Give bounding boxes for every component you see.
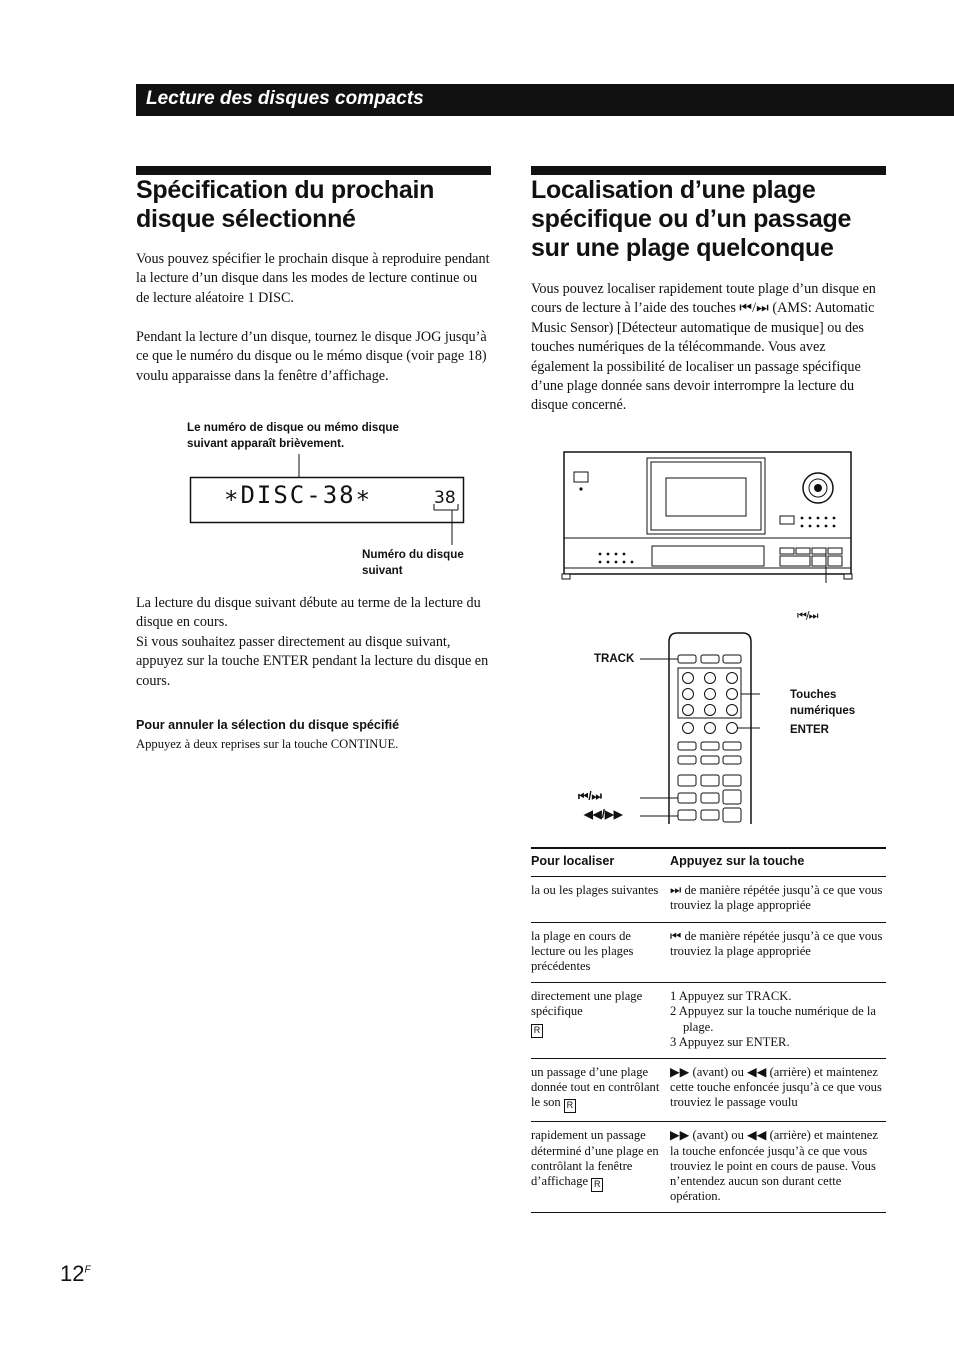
table-row — [531, 1122, 886, 1213]
table-row — [531, 983, 886, 1059]
page-number-value: 12 — [60, 1261, 85, 1286]
left-section-title: Spécification du prochain disque sélectionné — [136, 176, 435, 233]
ams-button-label: ⏮/⏭ — [797, 609, 818, 622]
step-2: 2 Appuyez sur la touche numérique de la plage. — [669, 1004, 876, 1034]
remote-icon: R — [591, 1178, 603, 1192]
skip-buttons-label: ⏮/⏭ — [578, 791, 602, 803]
table-cell-steps — [670, 983, 886, 1059]
table-cell-target — [531, 1122, 670, 1213]
table-cell-target-text: rapidement un passage déterminé d’une plage en contrôlant la fenêtre d’affichage — [531, 1128, 659, 1189]
page-number — [60, 1261, 91, 1287]
locate-table — [531, 847, 886, 1213]
table-cell-target — [531, 1059, 670, 1122]
table-header-target: Pour localiser — [531, 848, 670, 877]
table-cell-target-text: un passage d’une plage donnée tout en contrôlant le son — [531, 1065, 660, 1110]
section-header-bar — [136, 84, 954, 116]
display-text: ∗DISC-38∗ — [224, 481, 373, 509]
table-row — [531, 877, 886, 922]
table-cell-target: la ou les plages suivantes — [531, 877, 670, 922]
left-paragraph-3: La lecture du disque suivant débute au terme de la lecture du disque en cours. — [136, 595, 481, 631]
table-cell-action: ▶▶ (avant) ou ◀◀ (arrière) et maintenez cette touche enfoncée jusqu’à ce que vous trouviez le passage voulu — [670, 1059, 886, 1122]
table-cell-target — [531, 983, 670, 1059]
cd-player-illustration — [560, 448, 860, 583]
remote-icon: R — [564, 1099, 576, 1113]
right-title-rule — [531, 166, 886, 175]
table-cell-action: ▶▶ (avant) ou ◀◀ (arrière) et maintenez la touche enfoncée jusqu’à ce que vous trouviez le point en cours de pause. Vous n’entendez aucun son durant cette opération. — [670, 1122, 886, 1213]
numeric-buttons-label: Touches numériques — [790, 689, 856, 717]
step-1: 1 Appuyez sur TRACK. — [669, 989, 792, 1004]
table-row — [531, 1059, 886, 1122]
step-3: 3 Appuyez sur ENTER. — [669, 1034, 790, 1049]
track-label: TRACK — [594, 653, 635, 665]
left-title-rule — [136, 166, 491, 175]
left-paragraph-1: Vous pouvez spécifier le prochain disque à reproduire pendant la lecture d’un disque dans les modes de lecture continue ou de lecture aléatoire 1 DISC. — [136, 251, 490, 306]
display-callout-top: Le numéro de disque ou mémo disque suivant apparaît brièvement. — [187, 421, 399, 450]
display-disc-number: 38 — [434, 488, 456, 508]
page-number-suffix: F — [84, 1264, 91, 1276]
cancel-text: Appuyez à deux reprises sur la touche CONTINUE. — [136, 737, 399, 751]
search-buttons-label: ◀◀/▶▶ — [584, 809, 623, 821]
cancel-heading: Pour annuler la sélection du disque spécifié — [136, 718, 400, 732]
right-paragraph-1: Vous pouvez localiser rapidement toute plage d’un disque en cours de lecture à l’aide des touches ⏮/⏭ (AMS: Automatic Music Sensor) [Détecteur automatique de musique] ou des touches numériques de la télécommande. Vous avez également la possibilité de localiser un passage spécifique d’une plage donnée sans devoir interrompre la lecture du disque concerné. — [531, 281, 876, 414]
right-section-title: Localisation d’une plage spécifique ou d’un passage sur une plage quelconque — [531, 176, 852, 262]
table-cell-target-text: directement une plage spécifique — [531, 989, 643, 1019]
table-cell-action: ⏮ de manière répétée jusqu’à ce que vous trouviez la plage appropriée — [670, 922, 886, 983]
left-paragraph-4: Si vous souhaitez passer directement au disque suivant, appuyez sur la touche ENTER pendant la lecture du disque en cours. — [136, 634, 489, 689]
display-callout-bottom: Numéro du disque suivant — [362, 548, 464, 577]
table-header-action: Appuyez sur la touche — [670, 848, 886, 877]
enter-label: ENTER — [790, 724, 829, 736]
section-header-title: Lecture des disques compacts — [146, 88, 424, 109]
table-row — [531, 922, 886, 983]
remote-icon: R — [531, 1024, 543, 1038]
left-paragraph-2: Pendant la lecture d’un disque, tournez le disque JOG jusqu’à ce que le numéro du disque ou le mémo disque (voir page 18) voulu apparaisse dans la fenêtre d’affichage. — [136, 329, 487, 384]
table-cell-target: la plage en cours de lecture ou les plages précédentes — [531, 922, 670, 983]
table-cell-action: ⏭ de manière répétée jusqu’à ce que vous trouviez la plage appropriée — [670, 877, 886, 922]
